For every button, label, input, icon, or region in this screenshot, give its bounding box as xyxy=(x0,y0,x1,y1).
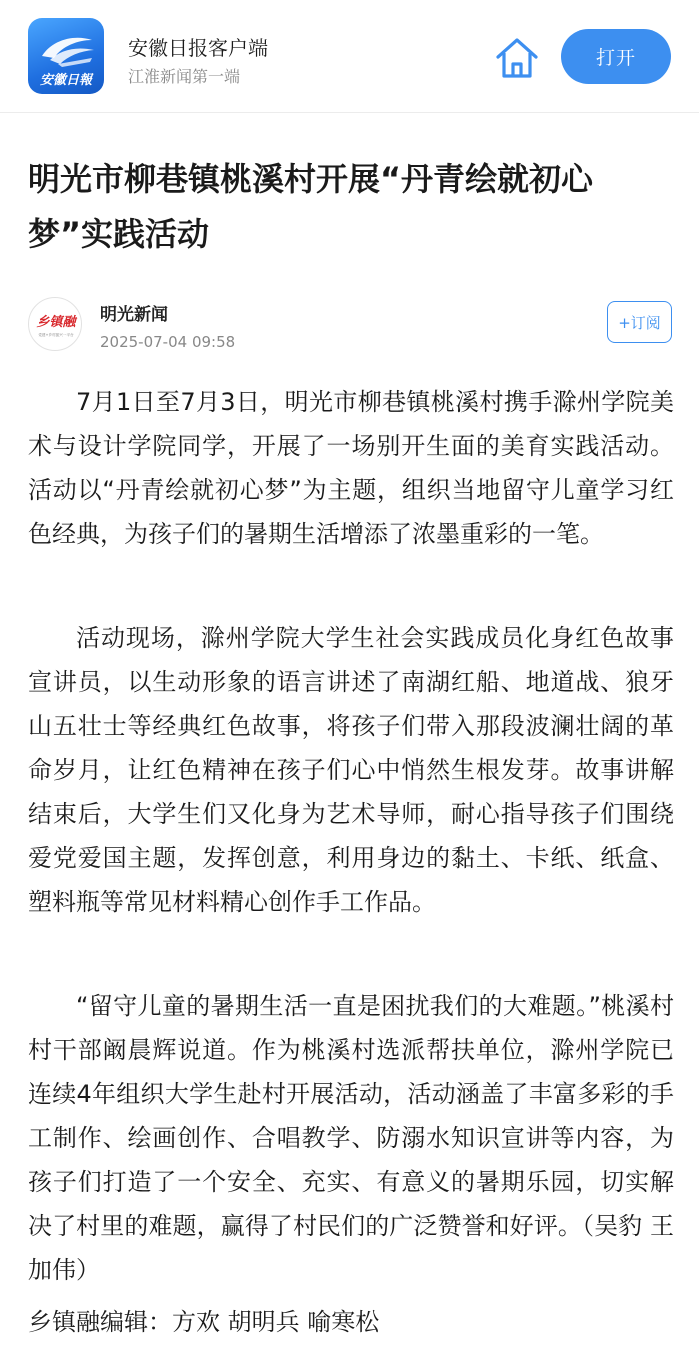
author-logo-icon xyxy=(29,298,82,351)
author-avatar-subtext: 党建+乡村振兴一平台 xyxy=(38,333,74,337)
article-title: 明光市柳巷镇桃溪村开展“丹青绘就初心梦”实践活动 xyxy=(28,160,594,253)
author-name[interactable]: 明光新闻 xyxy=(100,305,168,325)
author-avatar-text: 乡镇融 xyxy=(36,315,76,330)
app-logo[interactable] xyxy=(28,18,104,94)
home-icon xyxy=(494,36,540,80)
wing-logo-icon xyxy=(28,18,104,94)
subscribe-button[interactable]: +订阅 xyxy=(607,301,672,343)
open-app-button[interactable]: 打开 xyxy=(561,29,671,84)
app-logo-text: 安徽日報 xyxy=(39,73,93,88)
home-button[interactable] xyxy=(494,36,540,80)
app-name: 安徽日报客户端 xyxy=(128,36,268,60)
publish-time: 2025-07-04 09:58 xyxy=(100,333,236,351)
app-banner xyxy=(0,0,699,113)
app-slogan: 江淮新闻第一端 xyxy=(128,67,241,86)
editor-credit: 乡镇融编辑：方欢 胡明兵 喻寒松 xyxy=(28,1308,380,1336)
article-paragraph-1: 7月1日至7月3日，明光市柳巷镇桃溪村携手滁州学院美术与设计学院同学，开展了一场别开生面的美育实践活动。活动以“丹青绘就初心梦”为主题，组织当地留守儿童学习红色经典，为孩子们的暑期生活增添了浓墨重彩的一笔。 xyxy=(28,388,674,548)
author-avatar[interactable] xyxy=(28,297,82,351)
article-paragraph-2: 活动现场，滁州学院大学生社会实践成员化身红色故事宣讲员，以生动形象的语言讲述了南湖红船、地道战、狼牙山五壮士等经典红色故事，将孩子们带入那段波澜壮阔的革命岁月，让红色精神在孩子们心中悄然生根发芽。故事讲解结束后，大学生们又化身为艺术导师，耐心指导孩子们围绕爱党爱国主题，发挥创意，利用身边的黏土、卡纸、纸盒、塑料瓶等常见材料精心创作手工作品。 xyxy=(28,624,674,916)
article-paragraph-3: “留守儿童的暑期生活一直是困扰我们的大难题。”桃溪村村干部阚晨辉说道。作为桃溪村选派帮扶单位，滁州学院已连续4年组织大学生赴村开展活动，活动涵盖了丰富多彩的手工制作、绘画创作、合唱教学、防溺水知识宣讲等内容，为孩子们打造了一个安全、充实、有意义的暑期乐园，切实解决了村里的难题，赢得了村民们的广泛赞誉和好评。（吴豹 王加伟） xyxy=(28,992,674,1284)
